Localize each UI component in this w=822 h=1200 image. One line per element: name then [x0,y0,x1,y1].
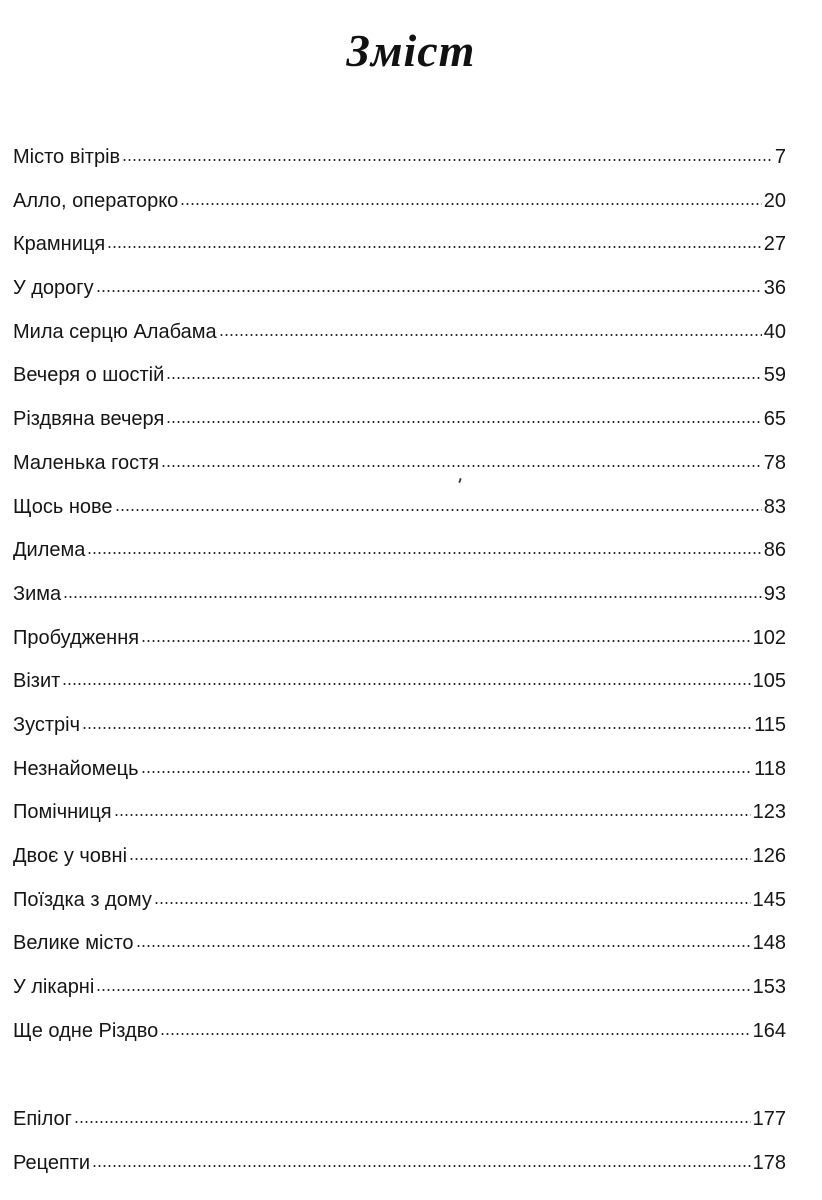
toc-entry [13,398,786,442]
dot-leader [96,988,750,992]
dot-leader [141,639,751,643]
toc-entry-title: Помічниця [13,801,112,824]
toc-entry-page-number: 36 [763,277,786,300]
toc-entry-title: Пробудження [13,626,140,649]
toc-entry-title: Мила серцю Алабама [13,320,217,343]
toc-entry [13,486,786,530]
toc-entry-title: Дилема [13,539,86,562]
toc-entry [13,529,786,573]
toc-entry-title: Ще одне Різдво [13,1019,159,1042]
dot-leader [115,508,762,512]
toc-entry-page-number: 178 [752,1152,786,1175]
toc-entry [13,180,786,224]
toc-entry [13,835,786,879]
dot-leader [114,813,751,817]
toc-entry-title: Місто вітрів [13,146,121,168]
dot-leader [107,245,762,249]
toc-entry-title: Незнайомець [13,757,139,780]
dot-leader [96,289,762,293]
toc-entry-page-number: 83 [763,495,786,518]
toc-entry-title: Двоє у човні [13,845,128,867]
dot-leader [219,333,762,337]
toc-entry [13,267,786,311]
toc-entry [13,442,786,486]
back-matter-list [13,1098,786,1185]
chapters-list [13,136,786,1053]
dot-leader [136,944,751,948]
toc-entry-title: Алло, операторко [13,189,179,212]
toc-entry-title: Велике місто [13,932,134,955]
dot-leader [87,551,761,555]
toc-entry-page-number: 59 [763,364,786,387]
toc-entry [13,704,786,748]
toc-entry-page-number: 20 [763,189,786,212]
toc-entry-page-number: 78 [763,451,786,474]
dot-leader [63,595,762,599]
toc-entry [13,748,786,792]
toc-entry-page-number: 105 [752,670,786,693]
toc-entry-title: Зустріч [13,713,81,736]
toc-entry [13,879,786,923]
toc-entry-page-number: 164 [752,1019,786,1042]
toc-entry-title: Маленька гостя [13,451,160,474]
toc-entry [13,311,786,355]
toc-entry [13,922,786,966]
toc-entry [13,1098,786,1142]
toc-entry-title: У лікарні [13,976,95,999]
dot-leader [160,1032,750,1036]
toc-entry-page-number: 123 [752,801,786,824]
toc-entry-page-number: 177 [752,1108,786,1131]
toc-entry [13,136,786,180]
toc-entry [13,1142,786,1186]
toc-entry-page-number: 27 [763,233,786,256]
table-of-contents [13,136,786,1186]
toc-entry-page-number: 145 [752,888,786,911]
dot-leader [122,158,773,162]
toc-entry-title: Різдвяна вечеря [13,408,165,431]
toc-entry [13,354,786,398]
dot-leader [62,682,750,686]
toc-entry-page-number: 86 [763,539,786,562]
toc-entry-title: Епілог [13,1108,72,1131]
toc-entry [13,791,786,835]
dot-leader [180,202,761,206]
toc-entry-page-number: 153 [752,976,786,999]
toc-entry-title: Візит [13,670,61,693]
toc-entry [13,223,786,267]
dot-leader [166,376,762,380]
toc-entry [13,1010,786,1054]
toc-entry-title: У дорогу [13,277,94,300]
toc-entry-title: Зима [13,582,62,605]
dot-leader [166,420,761,424]
toc-entry [13,660,786,704]
toc-entry-title: Крамниця [13,233,106,256]
toc-entry-title: Вечеря о шостій [13,364,165,387]
toc-entry-page-number: 102 [752,626,786,649]
dot-leader [129,857,751,861]
dot-leader [82,726,752,730]
toc-entry-title: Щось нове [13,495,113,518]
dot-leader [161,464,762,468]
toc-entry [13,573,786,617]
dot-leader [74,1120,751,1124]
toc-entry-title: Рецепти [13,1152,91,1175]
toc-entry-page-number: 7 [774,146,786,168]
toc-entry-page-number: 115 [754,713,786,736]
toc-entry-page-number: 148 [752,932,786,955]
toc-entry [13,966,786,1010]
toc-entry [13,617,786,661]
toc-entry-title: Поїздка з дому [13,888,152,911]
toc-entry-page-number: 93 [763,582,786,605]
toc-entry-page-number: 65 [763,408,786,431]
dot-leader [154,901,751,905]
toc-entry-page-number: 126 [752,845,786,867]
toc-entry-page-number: 40 [763,320,786,343]
dot-leader [92,1164,751,1168]
page-title: Зміст [346,25,476,76]
toc-entry-page-number: 118 [754,757,786,780]
dot-leader [141,770,753,774]
